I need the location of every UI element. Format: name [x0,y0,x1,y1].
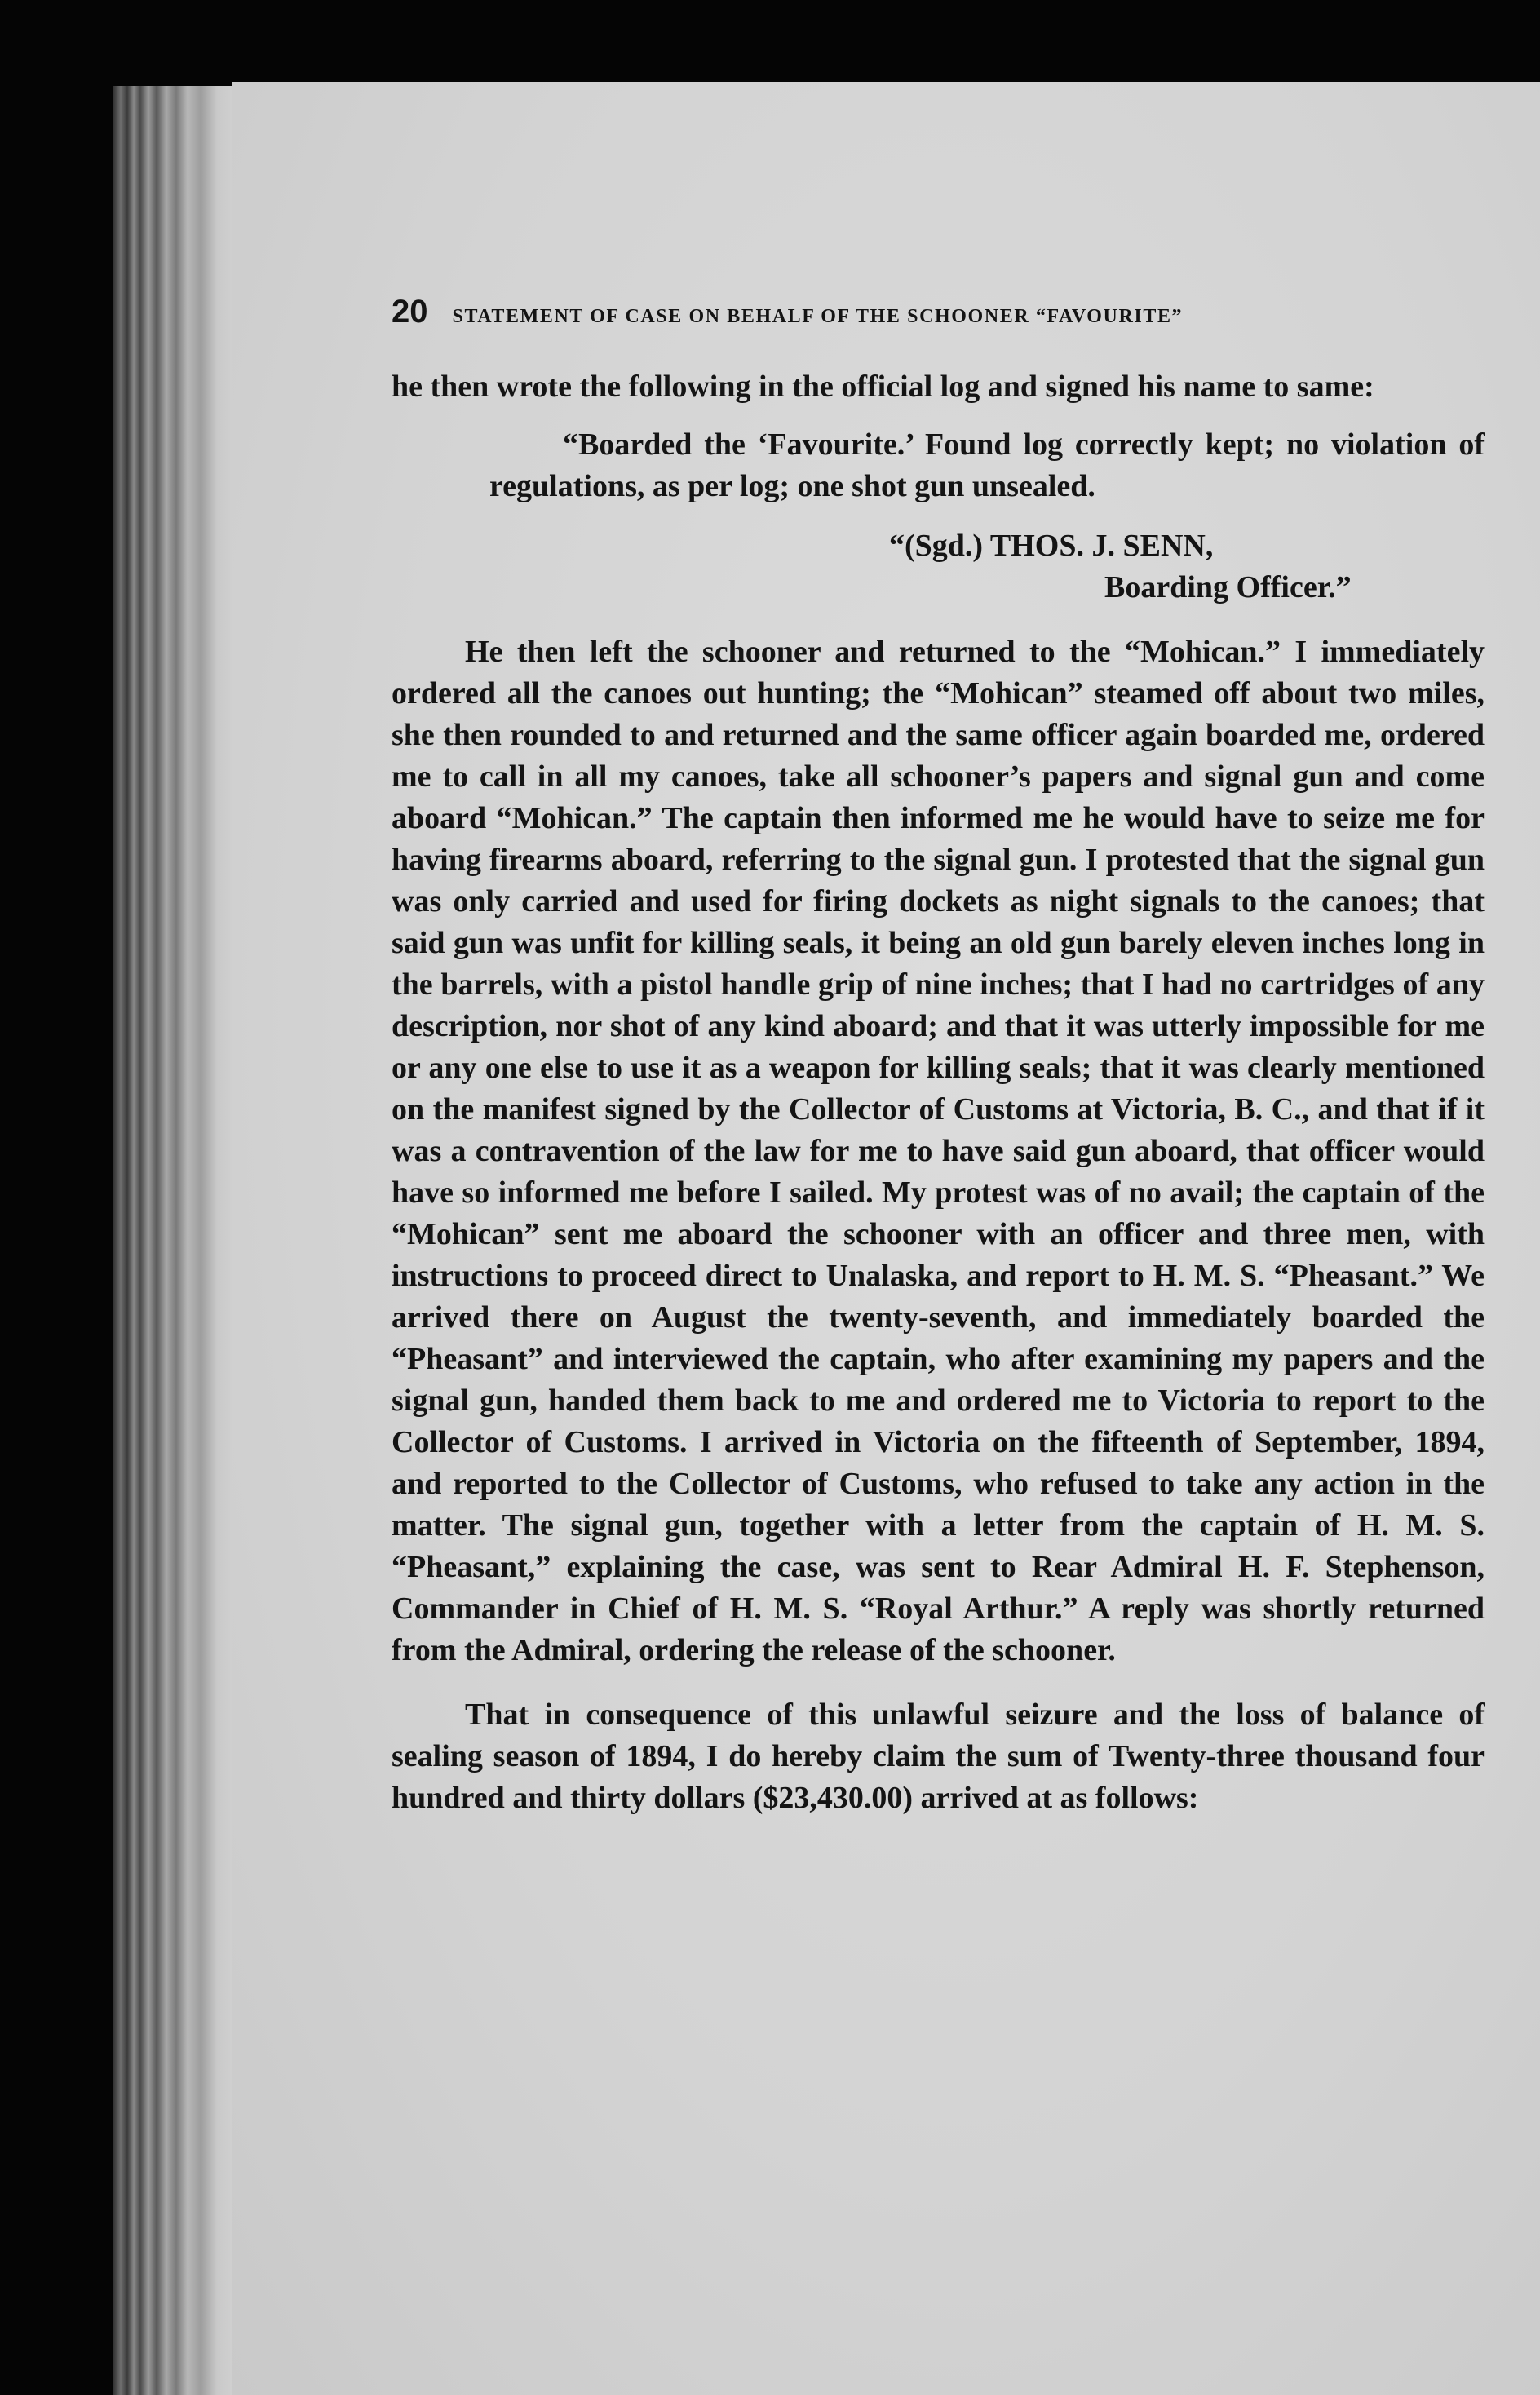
signature-block [889,525,1485,609]
signature-title: Boarding Officer.” [1104,570,1352,604]
book-page-edges [113,86,243,2395]
running-header [392,294,1485,330]
page-number: 20 [392,294,428,330]
paragraph-seizure: He then left the schooner and returned to the “Mohican.” I immediately ordered all the canoes out hunting; the “Mohican” steamed off about two miles, she then rounded to and returned and the same officer again boarded me, ordered me to call in all my canoes, take all schooner’s papers and signal gun and come aboard “Mohican.” The captain then informed me he would have to seize me for having firearms aboard, referring to the signal gun. I protested that the signal gun was only carried and used for firing dockets as night signals to the canoes; that said gun was unfit for killing seals, it being an old gun barely eleven inches long in the barrels, with a pistol handle grip of nine inches; that I had no cartridges of any description, nor shot of any kind aboard; and that it was utterly impossible for me or any one else to use it as a weapon for killing seals; that it was clearly mentioned on the manifest signed by the Collector of Customs at Victoria, B. C., and that if it was a contravention of the law for me to have said gun aboard, that officer would have so informed me before I sailed. My protest was of no avail; the captain of the “Mohican” sent me aboard the schooner with an officer and three men, with instructions to proceed direct to Unalaska, and report to H. M. S. “Pheasant.” We arrived there on August the twenty-seventh, and immediately boarded the “Pheasant” and interviewed the captain, who after examining my papers and the signal gun, handed them back to me and ordered me to Victoria to report to the Collector of Customs. I arrived in Victoria on the fifteenth of September, 1894, and reported to the Collector of Customs, who refused to take any action in the matter. The signal gun, together with a letter from the captain of H. M. S. “Pheasant,” explaining the case, was sent to Rear Admiral H. F. Stephenson, Commander in Chief of H. M. S. “Royal Arthur.” A reply was shortly returned from the Admiral, ordering the release of the schooner. [392,635,1485,1667]
paragraph-claim: That in consequence of this unlawful seizure and the loss of balance of sealing season of 1894, I do hereby claim the sum of Twenty-three thousand four hundred and thirty dollars ($23,430.00) arrived at as follows: [392,1698,1485,1815]
signature-line: “(Sgd.) THOS. J. SENN, [889,529,1214,563]
log-quote: “Boarded the ‘Favourite.’ Found log correctly kept; no violation of regulations, as per log; one shot gun unsealed. [489,427,1485,503]
intro-paragraph: he then wrote the following in the official log and signed his name to same: [392,370,1374,404]
page-text [392,294,1485,1819]
running-title: STATEMENT OF CASE ON BEHALF OF THE SCHOONER “FAVOURITE” [452,306,1184,327]
